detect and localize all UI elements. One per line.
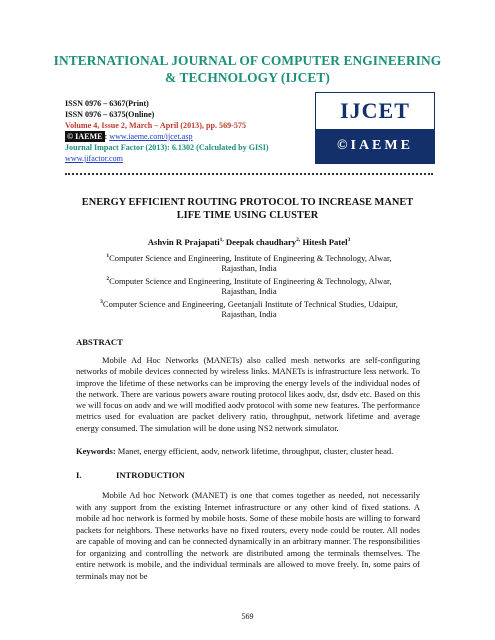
section-number: I. <box>76 470 82 480</box>
affiliation <box>65 274 433 297</box>
ijcet-logo-badge <box>315 92 435 164</box>
keywords-text: Manet, energy efficient, aodv, network lifetime, throughput, cluster, cluster head. <box>115 446 394 456</box>
journal-title <box>40 52 455 86</box>
iaeme-url-line: © IAEME : www.iaeme.com/ijcet.asp <box>67 132 193 141</box>
author-name: Hitesh Patel <box>302 237 348 247</box>
journal-title-line2: & TECHNOLOGY (IJCET) <box>165 70 330 85</box>
keywords-label: Keywords: <box>76 446 116 456</box>
affiliation-line2: Rajasthan, India <box>221 263 277 274</box>
introduction-text: Mobile Ad hoc Network (MANET) is one that comes together as needed, not necessarily with any support from the existing Internet infrastructure or any other kind of fixed stations. A mobile ad hoc network is formed by mobile hosts. Some of these mobile hosts are willing to forward packets for neighbors. These networks have no fixed routers, every node could be router. All nodes are capable of moving and can be connected dynamically in an arbitrary manner. The responsibilities for organizing and controlling the network are distributed among the terminals themselves. The entire network is mobile, and the individual terminals are allowed to move freely. In, some pairs of terminals may not be <box>76 490 420 581</box>
iaeme-tag: © IAEME <box>67 132 103 141</box>
issn-print: ISSN 0976 – 6367(Print) <box>65 99 149 108</box>
journal-title-line1: INTERNATIONAL JOURNAL OF COMPUTER ENGINEERING <box>53 53 442 68</box>
author-sup: 1, <box>219 237 224 244</box>
author-sup: 2, <box>296 237 301 244</box>
paper-title-line1: ENERGY EFFICIENT ROUTING PROTOCOL TO INCREASE MANET <box>81 197 414 208</box>
section-heading-introduction <box>76 470 420 480</box>
issn-online: ISSN 0976 – 6375(Online) <box>65 110 155 119</box>
iaeme-url-link[interactable]: www.iaeme.com/ijcet.asp <box>109 132 193 141</box>
affiliation-sup: 3 <box>100 299 103 306</box>
abstract-heading: ABSTRACT <box>76 337 123 347</box>
affiliation-line1: Computer Science and Engineering, Institute of Engineering & Technology, Alwar, <box>109 275 392 286</box>
abstract-text: Mobile Ad Hoc Networks (MANETs) also called mesh networks are self-configuring networks of mobile devices connected by wireless links. MANETs is infrastructure less network. To improve the lifetime of these networks can be improving the energy levels of the individual nodes of the network. There are various powers aware routing protocol likes aodv, dsr, dsdv etc. Based on this we will focus on aodv and we will modified aodv protocol with some new features. The performance metrics used for evaluation are packet delivery ratio, throughput, network lifetime and average energy consumed. The simulation will be done using NS2 network simulator. <box>76 355 420 433</box>
paper-title <box>75 196 420 222</box>
header-divider <box>65 173 433 175</box>
paper-title-line2: LIFE TIME USING CLUSTER <box>176 210 319 221</box>
section-title: INTRODUCTION <box>116 470 185 480</box>
journal-info <box>65 98 335 164</box>
affiliation-sup: 1 <box>106 253 110 259</box>
page-number: 569 <box>241 612 254 621</box>
affiliation-line1: Computer Science and Engineering, Institute of Engineering & Technology, Alwar, <box>109 252 392 263</box>
author-name: Ashvin R Prajapati <box>147 237 220 247</box>
author-sup: 3 <box>347 237 351 244</box>
affiliation-sup: 2 <box>106 276 110 283</box>
author-name: Deepak chaudhary <box>225 237 297 247</box>
affiliation-line2: Rajasthan, India <box>221 309 277 320</box>
badge-bottom-text: ©IAEME <box>316 129 434 163</box>
affiliations <box>65 251 433 320</box>
affiliation-line2: Rajasthan, India <box>221 286 277 297</box>
volume-info: Volume 4, Issue 2, March – April (2013), pp. 569-575 <box>65 121 246 130</box>
affiliation-line1: Computer Science and Engineering, Geetanjali Institute of Technical Studies, Udaipur, <box>102 298 398 309</box>
keywords <box>76 446 420 457</box>
impact-factor: Journal Impact Factor (2013): 6.1302 (Calculated by GISI) <box>65 143 269 152</box>
authors <box>65 237 433 247</box>
affiliation <box>65 297 433 320</box>
affiliation <box>65 251 433 274</box>
badge-top-text: IJCET <box>340 98 410 123</box>
jifactor-url-link[interactable]: www.jifactor.com <box>65 154 123 163</box>
